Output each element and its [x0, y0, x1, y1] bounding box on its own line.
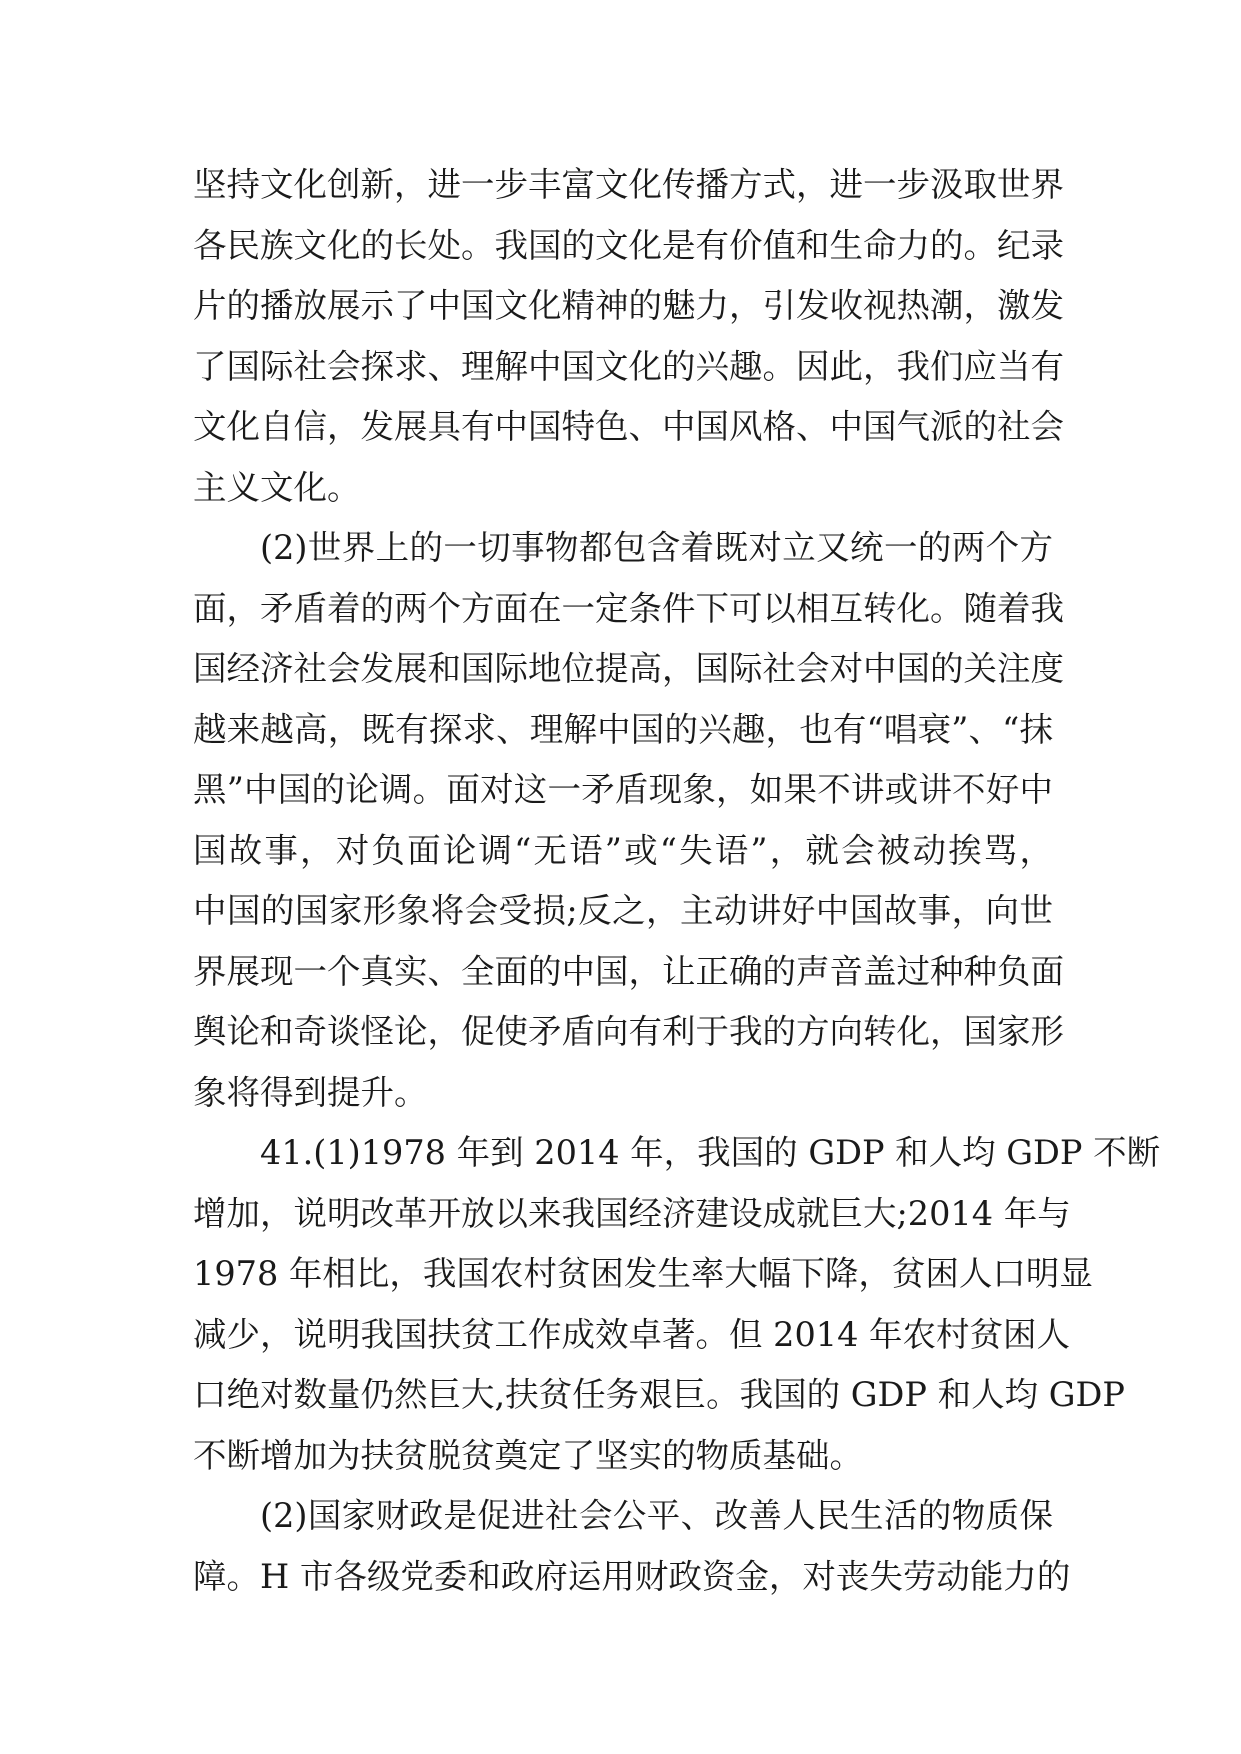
text-line: 越来越高，既有探求、理解中国的兴趣，也有“唱衰”、“抹 [193, 709, 1053, 749]
paragraph-question-41-1 [193, 1123, 1161, 1486]
text-line: 障。H 市各级党委和政府运用财政资金，对丧失劳动能力的 [193, 1556, 1071, 1596]
text-line: 面，矛盾着的两个方面在一定条件下可以相互转化。随着我 [193, 588, 1064, 628]
text-line: 国经济社会发展和国际地位提高，国际社会对中国的关注度 [193, 649, 1064, 688]
text-line: 41.(1)1978 年到 2014 年，我国的 GDP 和人均 GDP 不断 [260, 1133, 1161, 1172]
text-line: (2)世界上的一切事物都包含着既对立又统一的两个方 [260, 528, 1053, 567]
text-line: 1978 年相比，我国农村贫困发生率大幅下降，贫困人口明显 [193, 1254, 1093, 1293]
text-line: 主义文化。 [193, 467, 361, 507]
text-line: 文化自信，发展具有中国特色、中国风格、中国气派的社会 [193, 407, 1064, 446]
paragraph-cultural-confidence [193, 155, 1064, 518]
text-line: 界展现一个真实、全面的中国，让正确的声音盖过种种负面 [193, 951, 1064, 991]
text-line: 象将得到提升。 [193, 1072, 428, 1112]
paragraph-question-41-2 [193, 1486, 1071, 1607]
paragraph-contradiction [193, 518, 1064, 1123]
text-line: 减少，说明我国扶贫工作成效卓著。但 2014 年农村贫困人 [193, 1314, 1071, 1354]
text-line: 各民族文化的长处。我国的文化是有价值和生命力的。纪录 [193, 225, 1064, 265]
text-line: 增加，说明改革开放以来我国经济建设成就巨大;2014 年与 [193, 1193, 1071, 1233]
text-line: (2)国家财政是促进社会公平、改善人民生活的物质保 [260, 1496, 1053, 1535]
body-text [193, 155, 1161, 1607]
text-line: 口绝对数量仍然巨大,扶贫任务艰巨。我国的 GDP 和人均 GDP [193, 1375, 1125, 1414]
text-line: 了国际社会探求、理解中国文化的兴趣。因此，我们应当有 [193, 346, 1064, 386]
text-line: 片的播放展示了中国文化精神的魅力，引发收视热潮，激发 [193, 286, 1064, 325]
text-line: 舆论和奇谈怪论，促使矛盾向有利于我的方向转化，国家形 [193, 1012, 1064, 1051]
text-line: 坚持文化创新，进一步丰富文化传播方式，进一步汲取世界 [193, 165, 1064, 204]
text-line: 黑”中国的论调。面对这一矛盾现象，如果不讲或讲不好中 [193, 770, 1053, 809]
text-line: 中国的国家形象将会受损;反之，主动讲好中国故事，向世 [193, 891, 1053, 930]
text-line: 国故事，对负面论调“无语”或“失语”，就会被动挨骂， [193, 830, 1053, 870]
text-line: 不断增加为扶贫脱贫奠定了坚实的物质基础。 [193, 1435, 863, 1475]
